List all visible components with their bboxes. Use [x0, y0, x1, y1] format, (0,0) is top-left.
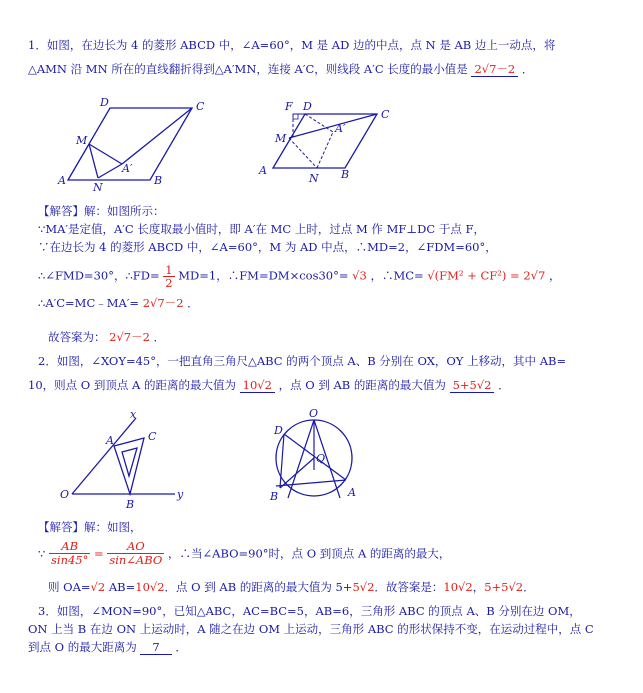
p1-sol4b: 2√7－2 [142, 296, 184, 310]
p3-line3 [28, 640, 187, 654]
fig1-dashed-am [68, 144, 89, 180]
fig4-label-b: B [270, 490, 279, 503]
fig2-label-b: B [341, 168, 350, 181]
fig3-triangle-outer [114, 438, 144, 494]
figure-2-rhombus [259, 100, 415, 190]
fig1-label-d: D [100, 96, 109, 109]
p2-answer-2: 5+5√2 [450, 378, 495, 393]
p2-line2a: 10，则点 O 到顶点 A 的距离的最大值为 [28, 378, 236, 392]
fig2-label-m: M [275, 132, 287, 145]
p1-sol4a: ∴A′C=MC﹣MA′= [38, 296, 140, 310]
p2-frac-1 [49, 540, 90, 567]
p2-frac2-num: AO [107, 540, 164, 554]
p2-line2b: ，点 O 到 AB 的距离的最大值为 [278, 378, 446, 392]
p1-frac-num: 1 [165, 263, 173, 277]
p1-final [48, 330, 165, 344]
p2-sol2j: 5+5√2 [484, 580, 524, 594]
p2-sol2 [48, 580, 535, 594]
p1-sol3d: ，∴MC= [370, 268, 424, 283]
p3-line3b: ． [175, 640, 187, 654]
fig3-triangle-inner [122, 448, 137, 476]
p3-answer: 7 [140, 640, 171, 655]
p2-sol2k: ． [523, 580, 535, 594]
p3-line2: ON 上当 B 在边 ON 上运动时，A 随之在边 OM 上运动，三角形 ABC 的形状保持不变，在运动过程中，点 C [28, 622, 594, 636]
p2-sol2c: AB= [108, 580, 136, 594]
p1-answer: 2√7－2 [471, 62, 518, 77]
p2-sol2e: ．点 O 到 AB 的距离的最大值为 5+ [164, 580, 353, 594]
fig1-label-c: C [196, 100, 205, 113]
p2-sol2g: ．故答案是： [374, 580, 444, 594]
p1-sol3a: ∴∠FMD=30°，∴FD= [38, 268, 160, 283]
p2-answer-1: 10√2 [240, 378, 275, 393]
fig2-na-dashed [317, 132, 333, 168]
figure-1-rhombus [58, 96, 210, 194]
p1-sol3b: MD=1，∴FM=DM×cos30°= [178, 268, 349, 283]
fig1-label-b: B [154, 174, 163, 187]
p2-frac1-den: sin45° [50, 553, 89, 567]
fig2-label-c: C [381, 108, 390, 121]
p1-line1: 1．如图，在边长为 4 的菱形 ABCD 中，∠A=60°，M 是 AD 边的中点，点 N 是 AB 边上一动点，将 [28, 38, 556, 52]
fig4-line-o-b [288, 420, 314, 498]
fig2-label-n: N [309, 172, 319, 185]
fig1-line-ac [122, 108, 192, 164]
p1-final-b: 2√7－2 [109, 330, 150, 344]
figure-4-circle [270, 407, 370, 515]
p2-line1: 2．如图，∠XOY=45°，一把直角三角尺△ABC 的两个顶点 A、B 分别在 OX，OY 上移动，其中 AB= [38, 354, 567, 368]
p2-sol-head: 【解答】解：如图， [38, 520, 142, 534]
p1-final-c: ． [153, 330, 166, 344]
p1-frac-den: 2 [165, 276, 173, 290]
p2-sol2d: 10√2 [135, 580, 165, 594]
fig1-label-n: N [93, 181, 103, 194]
p2-sol2h: 10√2 [443, 580, 473, 594]
p1-sol4: ∴A′C=MC﹣MA′= 2√7－2 ． [38, 296, 199, 310]
p2-sol2a: 则 OA= [48, 580, 91, 594]
fig2-right-angle [293, 114, 298, 119]
fig2-rhombus-outline [273, 114, 377, 168]
fig3-label-o: O [60, 488, 70, 501]
p1-sol-head: 【解答】解：如图所示： [38, 204, 165, 218]
p1-sol1: ∵MA′是定值，A′C 长度取最小值时，即 A′在 MC 上时，过点 M 作 MF⊥DC 于点 F， [38, 222, 485, 236]
p2-line2 [28, 378, 510, 392]
p1-sol3e: √(FM² + CF²) [427, 268, 507, 283]
fig3-label-a: A [106, 434, 114, 447]
fig2-label-d: D [303, 100, 312, 113]
p1-line2: △AMN 沿 MN 所在的直线翻折得到△A′MN，连接 A′C，则线段 A′C 长度的最小值是 2√7－2 ． [28, 62, 534, 76]
p3-line1: 3．如图，∠MON=90°，已知△ABC，AC=BC=5，AB=6，三角形 ABC 的顶点 A、B 分别在边 OM， [38, 604, 581, 618]
fig1-label-m: M [76, 134, 88, 147]
fig3-label-c: C [148, 430, 157, 443]
fig2-label-a: A [259, 164, 267, 177]
fig3-label-y: y [177, 488, 184, 501]
fig4-line-d-a [284, 434, 346, 480]
p2-line2c: ． [498, 378, 510, 392]
fig3-label-x: x [130, 408, 137, 421]
fig1-line-na [98, 164, 122, 178]
p1-line2-text: △AMN 沿 MN 所在的直线翻折得到△A′MN，连接 A′C，则线段 A′C 长度的最小值是 [28, 62, 468, 76]
fig2-label-f: F [285, 100, 293, 113]
fig2-mn-dashed [289, 138, 317, 168]
p1-sol3: ∴∠FMD=30°，∴FD= $\frac{1}{2}$ MD=1，∴FM=DM×cos30°= √3 ，∴MC= √(FM² + CF²) = 2√7 ， [38, 263, 561, 290]
p1-sol2: ∵在边长为 4 的菱形 ABCD 中，∠A=60°，M 为 AD 中点，∴MD=2，∠FDM=60°， [38, 240, 497, 254]
fig4-label-q: Q [316, 452, 326, 465]
p1-final-a: 故答案为： [48, 330, 106, 344]
fig4-label-a: A [348, 486, 356, 499]
p2-sol1b: ，∴当∠ABO=90°时，点 O 到顶点 A 的距离的最大， [168, 546, 451, 561]
p1-frac-half [163, 264, 174, 289]
p2-sol2b: √2 [90, 580, 106, 594]
p2-sol1: ∵ $\frac{AB}{\sin 45^\circ}$ = AO sin∠ABO ，∴当∠ABO=90°时，点 O 到顶点 A 的距离的最大， [38, 539, 451, 567]
p3-line3a: 到点 O 的最大距离为 [28, 640, 137, 654]
fig1-label-a-prime: A′ [122, 162, 133, 175]
p2-sol2i: ， [472, 580, 485, 594]
p2-frac-2 [107, 540, 164, 567]
fig4-label-d: D [274, 424, 283, 437]
p2-sol2f: 5√2 [352, 580, 375, 594]
fig2-label-a-prime: A′ [335, 122, 346, 135]
figure-3-angle [60, 408, 190, 511]
p1-sol3f: = 2√7 [510, 268, 546, 283]
p1-sol3c: √3 [352, 268, 367, 283]
fig1-label-a: A [58, 174, 66, 187]
p2-frac2-den: sin∠ABO [109, 553, 163, 567]
fig4-label-o: O [309, 407, 319, 420]
p2-frac1-num: AB [49, 540, 90, 554]
fig3-label-b: B [126, 498, 135, 511]
